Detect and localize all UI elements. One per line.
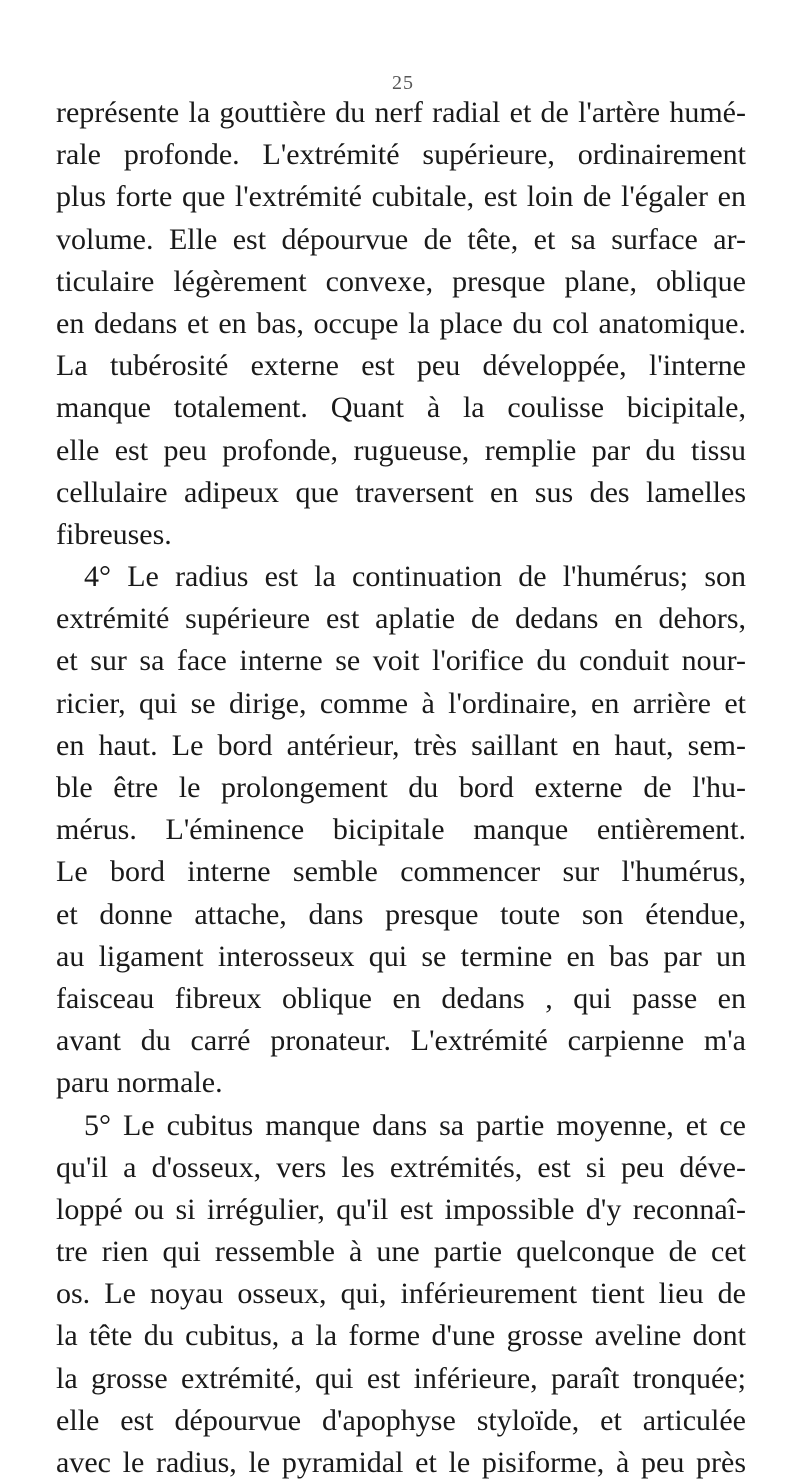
text-line: la grosse extrémité, qui est inférieure, paraît tronquée; xyxy=(56,1361,746,1395)
text-line: faisceau fibreux oblique en dedans , qui passe en xyxy=(56,981,746,1015)
text-line: qu'il a d'osseux, vers les extrémités, est si peu déve- xyxy=(56,1150,746,1184)
text-line: au ligament interosseux qui se termine en bas par un xyxy=(56,939,746,973)
text-line: et sur sa face interne se voit l'orifice du conduit nour- xyxy=(56,644,746,678)
text-line: fibreuses. xyxy=(56,517,172,551)
text-line: et donne attache, dans presque toute son étendue, xyxy=(56,897,746,931)
text-line: Le bord interne semble commencer sur l'humérus, xyxy=(56,855,746,889)
text-line: représente la gouttière du nerf radial et de l'artère humé- xyxy=(56,96,746,129)
text-line: os. Le noyau osseux, qui, inférieurement tient lieu de xyxy=(56,1277,746,1311)
text-line: cellulaire adipeux que traversent en sus des lamelles xyxy=(56,475,746,509)
page-number: 25 xyxy=(392,72,414,94)
text-line: en haut. Le bord antérieur, très saillant en haut, sem- xyxy=(56,728,746,762)
text-line: extrémité supérieure est aplatie de dedans en dehors, xyxy=(56,602,746,636)
text-line: avec le radius, le pyramidal et le pisiforme, à peu près xyxy=(56,1446,746,1479)
text-line: plus forte que l'extrémité cubitale, est loin de l'égaler en xyxy=(56,180,746,214)
text-line: ble être le prolongement du bord externe de l'hu- xyxy=(56,771,746,804)
text-line: avant du carré pronateur. L'extrémité carpienne m'a xyxy=(56,1024,746,1058)
text-line: elle est peu profonde, rugueuse, remplie par du tissu xyxy=(56,433,746,467)
text-line: la tête du cubitus, a la forme d'une grosse aveline dont xyxy=(56,1319,746,1353)
text-line: elle est dépourvue d'apophyse styloïde, et articulée xyxy=(56,1403,746,1437)
text-line: volume. Elle est dépourvue de tête, et sa surface ar- xyxy=(56,222,746,256)
text-line: manque totalement. Quant à la coulisse bicipitale, xyxy=(56,391,746,425)
text-line: rale profonde. L'extrémité supérieure, ordinairement xyxy=(56,138,746,172)
text-line: ticulaire légèrement convexe, presque plane, oblique xyxy=(56,264,746,298)
body-text xyxy=(56,92,746,1484)
paragraph-start-line: 5° Le cubitus manque dans sa partie moyenne, et ce xyxy=(84,1108,746,1142)
text-line: mérus. L'éminence bicipitale manque entièrement. xyxy=(56,813,746,847)
text-line: en dedans et en bas, occupe la place du col anatomique. xyxy=(56,306,746,340)
paragraph-start-line: 4° Le radius est la continuation de l'humérus; son xyxy=(84,560,746,594)
text-line: tre rien qui ressemble à une partie quelconque de cet xyxy=(56,1235,746,1269)
text-line: La tubérosité externe est peu développée, l'interne xyxy=(56,349,746,383)
text-line: loppé ou si irrégulier, qu'il est impossible d'y reconnaî- xyxy=(56,1192,746,1226)
text-line: paru normale. xyxy=(56,1066,223,1100)
text-line: ricier, qui se dirige, comme à l'ordinaire, en arrière et xyxy=(56,686,746,720)
